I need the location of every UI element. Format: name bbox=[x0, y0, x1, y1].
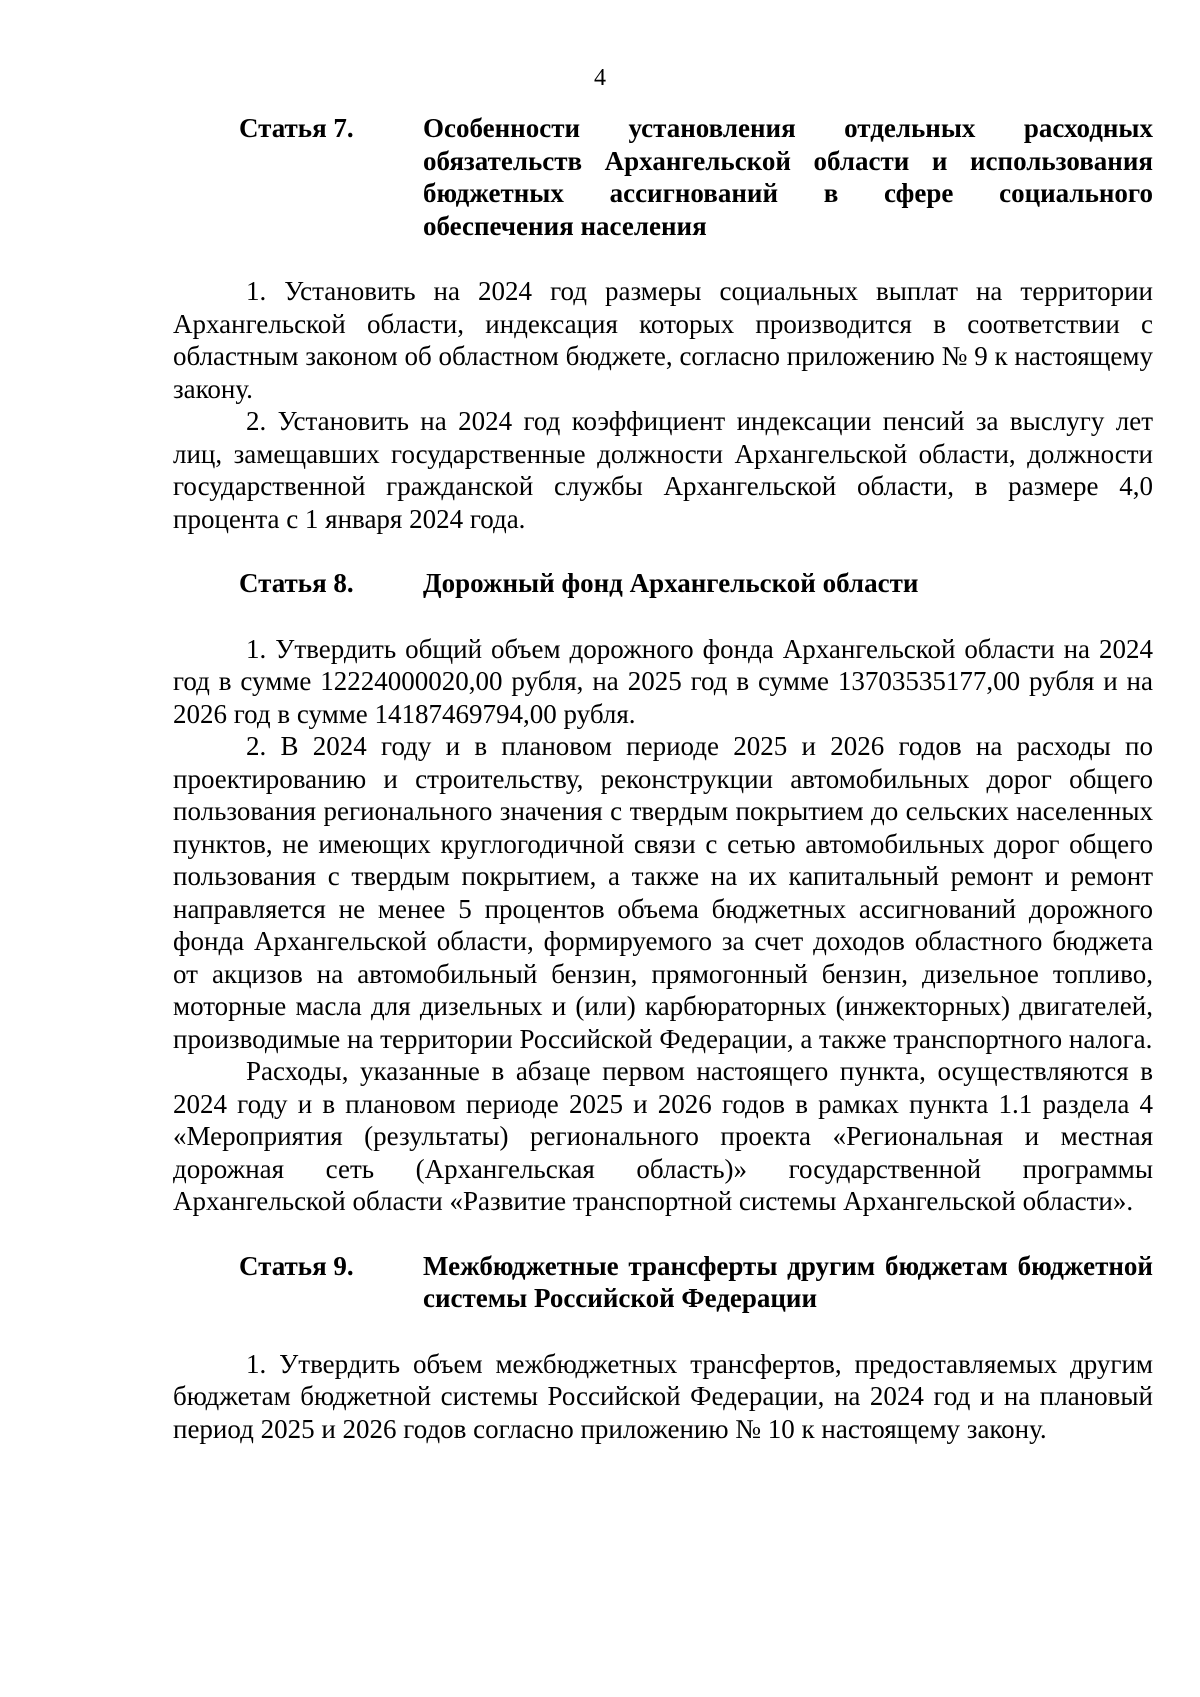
article-8-paragraph: 2. В 2024 году и в плановом периоде 2025 и 2026 годов на расходы по проектированию и строительству, реконструкции автомобильных дорог общего пользования регионального значения с твердым покрытием до сельских населенных пунктов, не имеющих круглогодичной связи с сетью автомобильных дорог общего пользования с твердым покрытием, а также на их капитальный ремонт и ремонт направляется не менее 5 процентов объема бюджетных ассигнований дорожного фонда Архангельской области, формируемого за счет доходов областного бюджета от акцизов на автомобильный бензин, прямогонный бензин, дизельное топливо, моторные масла для дизельных и (или) карбюраторных (инжекторных) двигателей, производимые на территории Российской Федерации, а также транспортного налога. bbox=[173, 731, 1153, 1054]
article-8-paragraph: 1. Утвердить общий объем дорожного фонда Архангельской области на 2024 год в сумме 12224000020,00 рубля, на 2025 год в сумме 13703535177,00 рубля и на 2026 год в сумме 14187469794,00 рубля. bbox=[173, 633, 1153, 729]
article-9-heading bbox=[173, 1250, 1153, 1315]
article-8-paragraph: Расходы, указанные в абзаце первом настоящего пункта, осуществляются в 2024 году и в плановом периоде 2025 и 2026 годов в рамках пункта 1.1 раздела 4 «Мероприятия (результаты) регионального проекта «Региональная и местная дорожная сеть (Архангельская область)» государственной программы Архангельской области «Развитие транспортной системы Архангельской области». bbox=[173, 1056, 1153, 1216]
document-body bbox=[173, 112, 1153, 1445]
article-9-paragraph: 1. Утвердить объем межбюджетных трансфертов, предоставляемых другим бюджетам бюджетной системы Российской Федерации, на 2024 год и на плановый период 2025 и 2026 годов согласно приложению № 10 к настоящему закону. bbox=[173, 1348, 1153, 1444]
article-7-heading bbox=[173, 112, 1153, 242]
article-8-title: Дорожный фонд Архангельской области bbox=[423, 568, 919, 598]
article-9-label: Статья 9. bbox=[239, 1250, 354, 1281]
article-7-title: Особенности установления отдельных расходных обязательств Архангельской области и использования бюджетных ассигнований в сфере социального обеспечения населения bbox=[423, 113, 1153, 241]
article-8-heading bbox=[173, 567, 1153, 600]
page-number: 4 bbox=[594, 65, 606, 91]
article-8-label: Статья 8. bbox=[239, 568, 354, 598]
article-7-paragraph: 1. Установить на 2024 год размеры социальных выплат на территории Архангельской области, индексация которых производится в соответствии с областным законом об областном бюджете, согласно приложению № 9 к настоящему закону. bbox=[173, 276, 1153, 404]
article-9-title: Межбюджетные трансферты другим бюджетам бюджетной системы Российской Федерации bbox=[423, 1250, 1153, 1313]
article-7-label: Статья 7. bbox=[239, 113, 354, 143]
article-7-paragraph: 2. Установить на 2024 год коэффициент индексации пенсий за выслугу лет лиц, замещавших государственные должности Архангельской области, должности государственной гражданской службы Архангельской области, в размере 4,0 процента с 1 января 2024 года. bbox=[173, 406, 1153, 534]
